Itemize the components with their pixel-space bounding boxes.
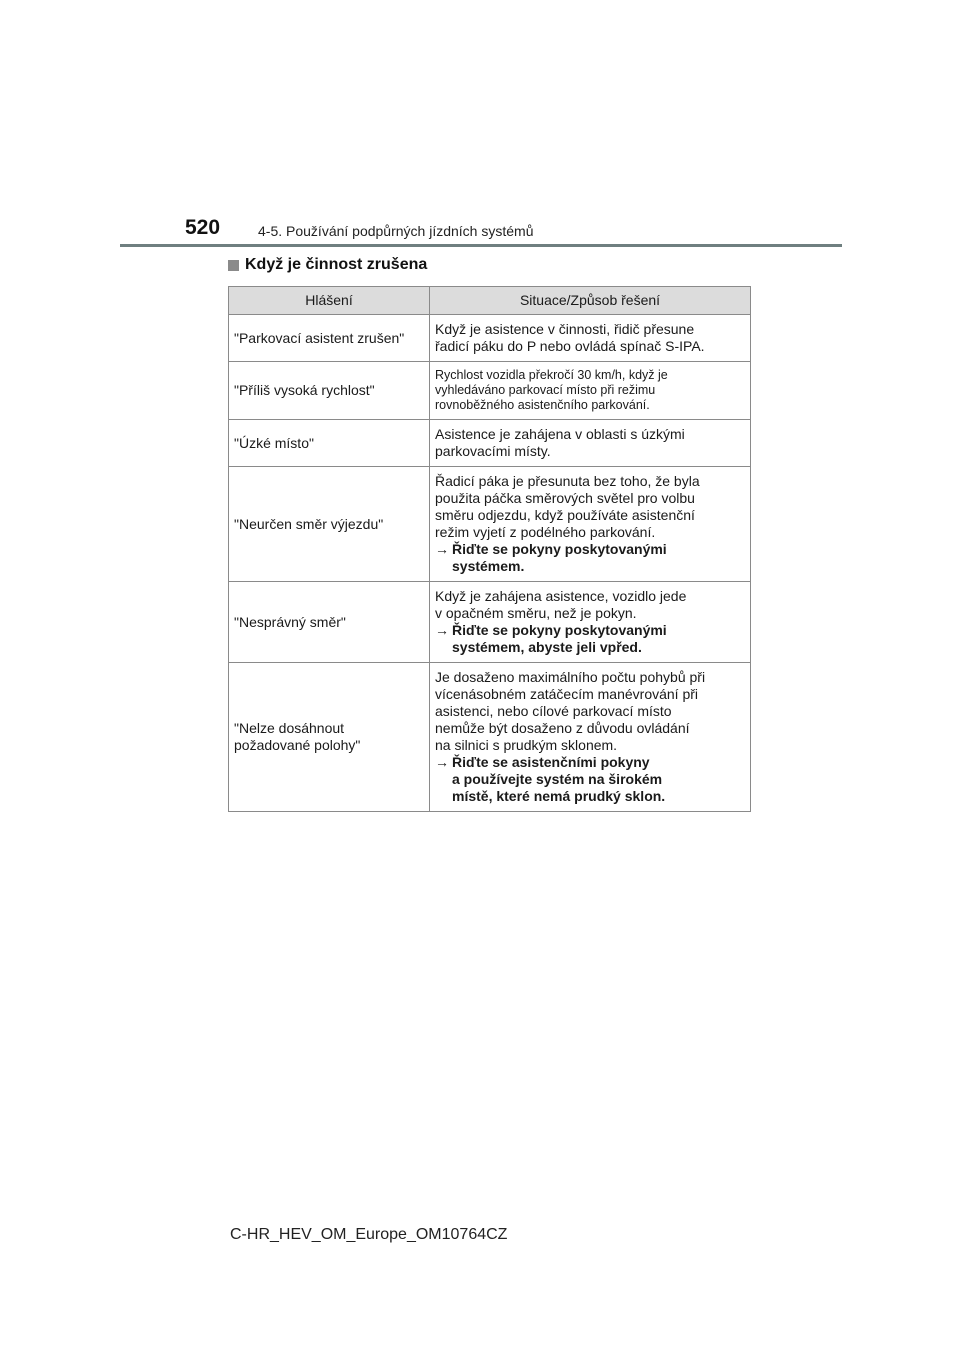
situation-line: řadicí páku do P nebo ovládá spínač S-IPA. bbox=[435, 338, 705, 354]
action-line: Řiďte se pokyny poskytovanými bbox=[452, 541, 667, 557]
messages-table bbox=[228, 286, 751, 812]
page-number: 520 bbox=[185, 216, 221, 239]
action-line: a používejte systém na širokém bbox=[452, 771, 663, 787]
arrow-right-icon: → bbox=[435, 622, 449, 638]
table-row bbox=[229, 315, 751, 362]
situation-line: režim vyjetí z podélného parkování. bbox=[435, 524, 656, 540]
action-text bbox=[452, 541, 667, 575]
action-instruction bbox=[435, 541, 745, 575]
message-cell: "Parkovací asistent zrušen" bbox=[229, 315, 430, 362]
message-cell: "Neurčen směr výjezdu" bbox=[229, 467, 430, 582]
table-row bbox=[229, 420, 751, 467]
section-heading bbox=[228, 256, 427, 274]
situation-cell bbox=[430, 315, 751, 362]
situation-line: rovnoběžného asistenčního parkování. bbox=[435, 398, 650, 412]
message-cell: "Nesprávný směr" bbox=[229, 582, 430, 663]
situation-line: Řadicí páka je přesunuta bez toho, že byla bbox=[435, 473, 700, 489]
message-cell: "Příliš vysoká rychlost" bbox=[229, 362, 430, 420]
situation-cell bbox=[430, 362, 751, 420]
action-line: místě, které nemá prudký sklon. bbox=[452, 788, 666, 804]
action-line: systémem, abyste jeli vpřed. bbox=[452, 639, 642, 655]
message-cell: "Nelze dosáhnout požadované polohy" bbox=[229, 663, 430, 812]
action-text bbox=[452, 754, 665, 805]
action-line: Řiďte se pokyny poskytovanými bbox=[452, 622, 667, 638]
action-line: Řiďte se asistenčními pokyny bbox=[452, 754, 650, 770]
table-row bbox=[229, 467, 751, 582]
table-header-row bbox=[229, 287, 751, 315]
situation-line: na silnici s prudkým sklonem. bbox=[435, 737, 618, 753]
situation-line: Asistence je zahájena v oblasti s úzkými bbox=[435, 426, 685, 442]
situation-cell bbox=[430, 420, 751, 467]
arrow-right-icon: → bbox=[435, 541, 449, 557]
action-line: systémem. bbox=[452, 558, 525, 574]
column-header-situation: Situace/Způsob řešení bbox=[430, 287, 751, 315]
column-header-message: Hlášení bbox=[229, 287, 430, 315]
header-divider bbox=[120, 244, 842, 247]
situation-line: nemůže být dosaženo z důvodu ovládání bbox=[435, 720, 690, 736]
situation-line: vyhledáváno parkovací místo při režimu bbox=[435, 383, 656, 397]
action-instruction bbox=[435, 622, 745, 656]
document-code: C-HR_HEV_OM_Europe_OM10764CZ bbox=[230, 1226, 508, 1243]
table-row bbox=[229, 362, 751, 420]
situation-line: Když je asistence v činnosti, řidič přesune bbox=[435, 321, 695, 337]
situation-line: Když je zahájena asistence, vozidlo jede bbox=[435, 588, 687, 604]
situation-line: použita páčka směrových světel pro volbu bbox=[435, 490, 695, 506]
arrow-right-icon: → bbox=[435, 754, 449, 770]
situation-line: parkovacími místy. bbox=[435, 443, 551, 459]
situation-cell bbox=[430, 467, 751, 582]
action-instruction bbox=[435, 754, 745, 805]
situation-line: v opačném směru, než je pokyn. bbox=[435, 605, 637, 621]
situation-line: Je dosaženo maximálního počtu pohybů při bbox=[435, 669, 706, 685]
situation-cell bbox=[430, 582, 751, 663]
square-bullet-icon bbox=[228, 260, 239, 271]
situation-line: asistenci, nebo cílové parkovací místo bbox=[435, 703, 672, 719]
chapter-title: 4-5. Používání podpůrných jízdních systémů bbox=[258, 223, 534, 239]
situation-line: vícenásobném zatáčecím manévrování při bbox=[435, 686, 699, 702]
situation-cell bbox=[430, 663, 751, 812]
message-cell: "Úzké místo" bbox=[229, 420, 430, 467]
situation-line: Rychlost vozidla překročí 30 km/h, když je bbox=[435, 368, 668, 382]
table-row bbox=[229, 582, 751, 663]
table-row bbox=[229, 663, 751, 812]
situation-line: směru odjezdu, když používáte asistenční bbox=[435, 507, 695, 523]
action-text bbox=[452, 622, 667, 656]
section-heading-text: Když je činnost zrušena bbox=[245, 256, 428, 273]
